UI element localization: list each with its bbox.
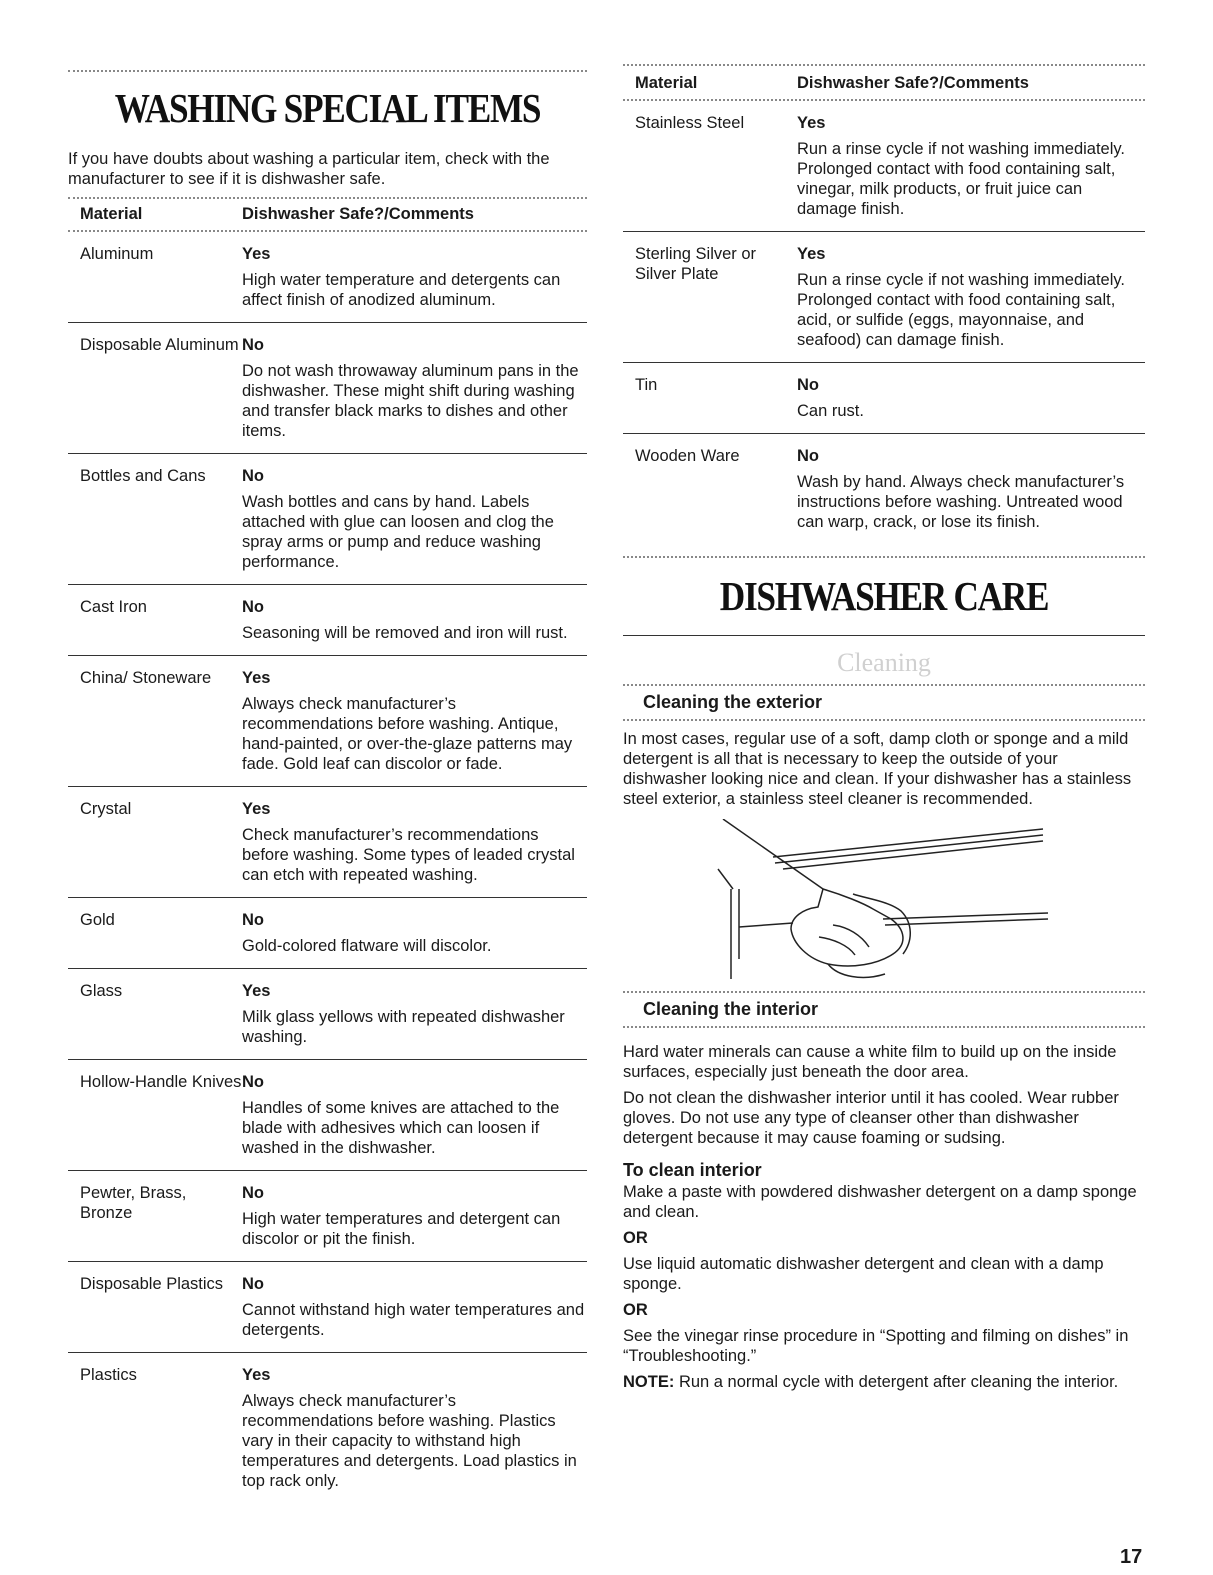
- dishwasher-safe-answer: No: [242, 1073, 264, 1091]
- divider: [68, 70, 587, 72]
- material-table: [623, 113, 1145, 532]
- material-comment: Check manufacturer’s recommendations before washing. Some types of leaded crystal can etch with repeated washing.: [242, 826, 575, 884]
- divider: [623, 684, 1145, 686]
- dishwasher-safe-answer: No: [242, 1184, 264, 1202]
- material-comment: Do not wash throwaway aluminum pans in the dishwasher. These might shift during washing and transfer black marks to dishes and other items.: [242, 362, 579, 440]
- or-label: OR: [623, 1301, 648, 1319]
- table-row: [623, 375, 1145, 421]
- material-name: Hollow-Handle Knives: [80, 1073, 242, 1091]
- cleaning-subtitle: Cleaning: [837, 648, 931, 677]
- divider: [68, 230, 587, 232]
- divider: [623, 719, 1145, 721]
- material-comment: Gold-colored flatware will discolor.: [242, 937, 492, 955]
- dishwasher-safe-answer: No: [242, 1275, 264, 1293]
- row-divider: [68, 655, 587, 656]
- dishwasher-safe-answer: No: [797, 376, 819, 394]
- material-comment-cell: [242, 335, 587, 441]
- row-divider: [68, 453, 587, 454]
- table-row: [68, 335, 587, 441]
- dishwasher-safe-answer: Yes: [242, 1366, 271, 1384]
- material-name: Glass: [80, 982, 123, 1000]
- dishwasher-safe-answer: Yes: [797, 114, 826, 132]
- table-row: [68, 981, 587, 1047]
- table-row: [68, 1183, 587, 1249]
- divider: [623, 635, 1145, 636]
- table-row: [68, 1072, 587, 1158]
- dishwasher-safe-answer: Yes: [242, 982, 271, 1000]
- table-header: [68, 205, 587, 224]
- dishwasher-safe-answer: No: [242, 598, 264, 616]
- material-comment-cell: [242, 244, 587, 310]
- material-comment: High water temperatures and detergent can discolor or pit the finish.: [242, 1210, 561, 1248]
- material-name: Disposable Aluminum: [80, 336, 239, 354]
- material-comment-cell: [242, 1365, 587, 1491]
- material-name: Sterling Silver or Silver Plate: [635, 245, 757, 283]
- intro-text: If you have doubts about washing a particular item, check with the manufacturer to see if it is dishwasher safe.: [68, 150, 550, 188]
- material-comment-cell: [242, 1274, 587, 1340]
- material-name: Cast Iron: [80, 598, 147, 616]
- header-material: Material: [635, 74, 698, 92]
- header-comments: Dishwasher Safe?/Comments: [797, 74, 1029, 92]
- section-title: WASHING SPECIAL ITEMS: [114, 85, 541, 131]
- dishwasher-safe-answer: Yes: [242, 800, 271, 818]
- note-label: NOTE:: [623, 1373, 675, 1391]
- material-comment: Can rust.: [797, 402, 864, 420]
- material-name: Tin: [635, 376, 658, 394]
- table-row: [68, 466, 587, 572]
- header-comments: Dishwasher Safe?/Comments: [242, 205, 474, 223]
- table-row: [623, 113, 1145, 219]
- to-clean-text-2: Use liquid automatic dishwasher detergent and clean with a damp sponge.: [623, 1255, 1104, 1293]
- material-comment-cell: [242, 799, 587, 885]
- header-material: Material: [80, 205, 143, 223]
- divider: [623, 64, 1145, 66]
- material-comment: Seasoning will be removed and iron will rust.: [242, 624, 568, 642]
- row-divider: [68, 1352, 587, 1353]
- note: [623, 1372, 1145, 1392]
- material-name: Aluminum: [80, 245, 154, 263]
- material-table: [68, 244, 587, 1491]
- material-name: Pewter, Brass, Bronze: [80, 1184, 187, 1222]
- row-divider: [68, 1261, 587, 1262]
- row-divider: [68, 322, 587, 323]
- material-comment-cell: [242, 668, 587, 774]
- material-comment-cell: [797, 244, 1145, 350]
- table-row: [623, 446, 1145, 532]
- table-row: [68, 244, 587, 310]
- table-header: [623, 74, 1145, 93]
- row-divider: [623, 231, 1145, 232]
- divider: [68, 197, 587, 199]
- divider: [623, 99, 1145, 101]
- row-divider: [68, 968, 587, 969]
- dishwasher-safe-answer: Yes: [242, 669, 271, 687]
- to-clean-text-1: Make a paste with powdered dishwasher detergent on a damp sponge and clean.: [623, 1183, 1137, 1221]
- row-divider: [623, 362, 1145, 363]
- row-divider: [623, 433, 1145, 434]
- dishwasher-safe-answer: No: [242, 911, 264, 929]
- material-comment-cell: [797, 375, 1145, 421]
- material-comment-cell: [242, 466, 587, 572]
- table-row: [623, 244, 1145, 350]
- material-comment: Run a rinse cycle if not washing immediately. Prolonged contact with food containing salt, vinegar, milk products, or fruit juice can damage finish.: [797, 140, 1126, 218]
- table-row: [68, 910, 587, 956]
- material-name: Wooden Ware: [635, 447, 740, 465]
- care-title: DISHWASHER CARE: [719, 573, 1049, 619]
- material-name: China/ Stoneware: [80, 669, 212, 687]
- row-divider: [68, 584, 587, 585]
- note-text: Run a normal cycle with detergent after cleaning the interior.: [678, 1373, 1119, 1391]
- material-name: Crystal: [80, 800, 132, 818]
- row-divider: [68, 897, 587, 898]
- to-clean-heading: To clean interior: [623, 1160, 762, 1180]
- dishwasher-safe-answer: Yes: [797, 245, 826, 263]
- dishwasher-safe-answer: No: [797, 447, 819, 465]
- table-row: [68, 597, 587, 643]
- interior-text-2: Do not clean the dishwasher interior until it has cooled. Wear rubber gloves. Do not use any type of cleanser other than dishwasher detergent because it may cause foaming or sudsing.: [623, 1089, 1119, 1147]
- material-comment: Cannot withstand high water temperatures and detergents.: [242, 1301, 585, 1339]
- divider: [623, 556, 1145, 558]
- material-comment: Always check manufacturer’s recommendations before washing. Plastics vary in their capacity to withstand high temperatures and detergents. Load plastics in top rack only.: [242, 1392, 577, 1490]
- material-name: Disposable Plastics: [80, 1275, 224, 1293]
- material-comment: Milk glass yellows with repeated dishwasher washing.: [242, 1008, 565, 1046]
- material-name: Gold: [80, 911, 115, 929]
- material-comment: Run a rinse cycle if not washing immediately. Prolonged contact with food containing salt, acid, or sulfide (eggs, mayonnaise, and seafood) can damage finish.: [797, 271, 1126, 349]
- right-column: [623, 0, 1145, 1392]
- table-row: [68, 799, 587, 885]
- left-column: [68, 0, 587, 1491]
- material-comment: Wash bottles and cans by hand. Labels attached with glue can loosen and clog the spray arms or pump and reduce washing performance.: [242, 493, 554, 571]
- exterior-heading: Cleaning the exterior: [643, 692, 823, 712]
- material-comment-cell: [797, 113, 1145, 219]
- row-divider: [68, 1059, 587, 1060]
- row-divider: [68, 786, 587, 787]
- divider: [623, 1026, 1145, 1028]
- page-number: 17: [1120, 1546, 1143, 1568]
- dishwasher-safe-answer: Yes: [242, 245, 271, 263]
- material-name: Plastics: [80, 1366, 137, 1384]
- material-name: Stainless Steel: [635, 114, 745, 132]
- exterior-text: In most cases, regular use of a soft, damp cloth or sponge and a mild detergent is all that is necessary to keep the outside of your dishwasher looking nice and clean. If your dishwasher has a stainless steel exterior, a stainless steel cleaner is recommended.: [623, 730, 1132, 808]
- material-comment-cell: [242, 910, 587, 956]
- material-comment-cell: [242, 981, 587, 1047]
- material-comment-cell: [242, 597, 587, 643]
- material-comment: Wash by hand. Always check manufacturer’s instructions before washing. Untreated wood can warp, crack, or lose its finish.: [797, 473, 1125, 531]
- divider: [623, 991, 1145, 993]
- material-comment: High water temperature and detergents can affect finish of anodized aluminum.: [242, 271, 561, 309]
- material-comment-cell: [797, 446, 1145, 532]
- hand-wiping-dishwasher-icon: [623, 819, 1145, 989]
- table-row: [68, 1365, 587, 1491]
- row-divider: [68, 1170, 587, 1171]
- material-comment-cell: [242, 1183, 587, 1249]
- table-row: [68, 1274, 587, 1340]
- material-comment: Always check manufacturer’s recommendations before washing. Antique, hand-painted, or over-the-glaze patterns may fade. Gold leaf can discolor or fade.: [242, 695, 573, 773]
- to-clean-text-3: See the vinegar rinse procedure in “Spotting and filming on dishes” in “Troubleshooting.”: [623, 1327, 1129, 1365]
- interior-text-1: Hard water minerals can cause a white film to build up on the inside surfaces, especially just beneath the door area.: [623, 1043, 1117, 1081]
- material-name: Bottles and Cans: [80, 467, 206, 485]
- material-comment: Handles of some knives are attached to the blade with adhesives which can loosen if washed in the dishwasher.: [242, 1099, 560, 1157]
- dishwasher-safe-answer: No: [242, 336, 264, 354]
- table-row: [68, 668, 587, 774]
- dishwasher-safe-answer: No: [242, 467, 264, 485]
- interior-heading: Cleaning the interior: [643, 999, 819, 1019]
- or-label: OR: [623, 1229, 648, 1247]
- material-comment-cell: [242, 1072, 587, 1158]
